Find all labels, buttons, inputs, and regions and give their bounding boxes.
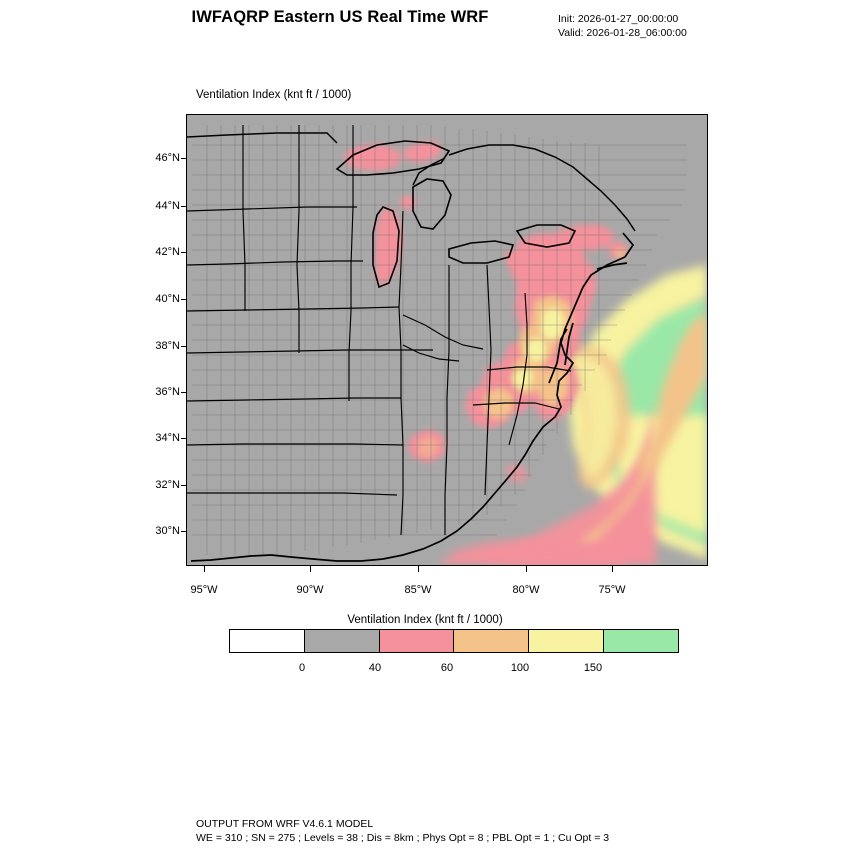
- colorbar: [229, 629, 679, 653]
- x-tick-mark: [418, 566, 419, 572]
- y-tick-mark: [181, 438, 187, 439]
- colorbar-tick-60: 60: [440, 662, 454, 674]
- footer-line-model: OUTPUT FROM WRF V4.6.1 MODEL: [196, 818, 374, 830]
- x-tick-mark: [204, 566, 205, 572]
- ventilation-index-heatmap: [187, 115, 707, 565]
- model-config-footer: [196, 818, 609, 845]
- colorbar-tick-40: 40: [368, 662, 382, 674]
- y-tick-mark: [181, 158, 187, 159]
- y-tick-32n: 32°N: [155, 479, 180, 491]
- valid-time-label: Valid: 2026-01-28_06:00:00: [558, 27, 687, 39]
- colorbar-cell-100-150: [529, 630, 604, 652]
- y-tick-mark: [181, 252, 187, 253]
- model-run-info: [558, 12, 687, 40]
- x-tick-75w: 75°W: [598, 584, 626, 596]
- y-tick-36n: 36°N: [155, 386, 180, 398]
- colorbar-cell-above-150: [604, 630, 678, 652]
- y-tick-mark: [181, 531, 187, 532]
- colorbar-cell-below-0: [230, 630, 305, 652]
- panel-title: Ventilation Index (knt ft / 1000): [196, 89, 352, 101]
- y-tick-38n: 38°N: [155, 340, 180, 352]
- x-tick-85w: 85°W: [404, 584, 432, 596]
- y-tick-46n: 46°N: [155, 152, 180, 164]
- colorbar-cell-40-60: [380, 630, 455, 652]
- colorbar-cell-60-100: [454, 630, 529, 652]
- colorbar-tick-150: 150: [583, 662, 603, 674]
- x-tick-95w: 95°W: [190, 584, 218, 596]
- x-tick-mark: [612, 566, 613, 572]
- x-tick-80w: 80°W: [512, 584, 540, 596]
- colorbar-tick-100: 100: [510, 662, 530, 674]
- colorbar-cell-0-40: [305, 630, 380, 652]
- colorbar-title: Ventilation Index (knt ft / 1000): [347, 614, 503, 626]
- x-tick-90w: 90°W: [296, 584, 324, 596]
- x-tick-mark: [526, 566, 527, 572]
- y-tick-44n: 44°N: [155, 200, 180, 212]
- y-tick-42n: 42°N: [155, 246, 180, 258]
- footer-line-config: WE = 310 ; SN = 275 ; Levels = 38 ; Dis = 8km ; Phys Opt = 8 ; PBL Opt = 1 ; Cu Opt = 3: [196, 831, 610, 844]
- x-tick-mark: [310, 566, 311, 572]
- page-title: IWFAQRP Eastern US Real Time WRF: [191, 8, 489, 26]
- y-tick-mark: [181, 392, 187, 393]
- y-tick-40n: 40°N: [155, 293, 180, 305]
- init-time-label: Init: 2026-01-27_00:00:00: [558, 13, 679, 25]
- y-tick-mark: [181, 485, 187, 486]
- y-tick-mark: [181, 206, 187, 207]
- colorbar-tick-0: 0: [298, 662, 306, 674]
- y-tick-mark: [181, 299, 187, 300]
- y-tick-mark: [181, 346, 187, 347]
- y-tick-34n: 34°N: [155, 432, 180, 444]
- map-plot-area: [186, 114, 708, 566]
- y-tick-30n: 30°N: [155, 525, 180, 537]
